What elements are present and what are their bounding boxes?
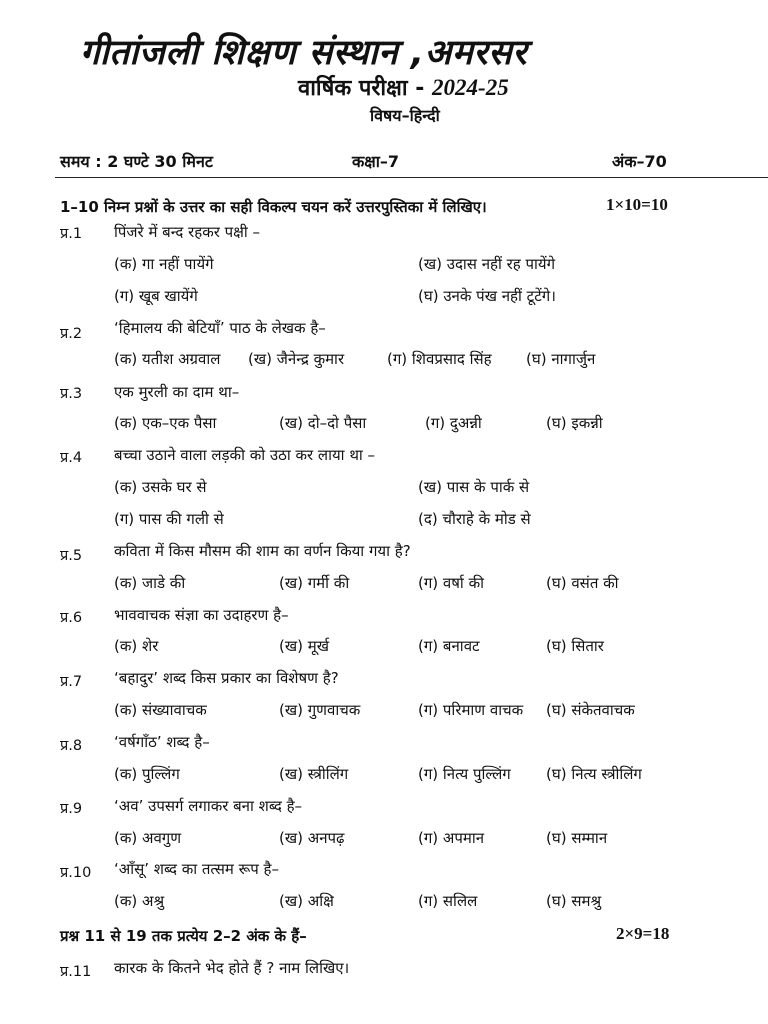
option-gha: (घ) नागार्जुन xyxy=(526,350,596,368)
question-number: प्र.3 xyxy=(60,386,83,402)
question-number: प्र.5 xyxy=(60,548,83,564)
option-gha: (घ) वसंत की xyxy=(546,574,619,592)
question-text: ‘अव’ उपसर्ग लगाकर बना शब्द है– xyxy=(114,797,303,815)
question-text: भाववाचक संज्ञा का उदाहरण है– xyxy=(114,606,289,624)
option-ka: (क) यतीश अग्रवाल xyxy=(114,350,221,368)
question-text: बच्चा उठाने वाला लड़की को उठा कर लाया था – xyxy=(114,446,376,464)
option-ga: (ग) खूब खायेंगे xyxy=(114,287,198,305)
option-kha: (ख) गुणवाचक xyxy=(279,701,361,719)
question-text: एक मुरली का दाम था– xyxy=(114,383,240,401)
section2-marks: 2×9=18 xyxy=(616,924,670,943)
option-ga: (ग) पास की गली से xyxy=(114,510,224,528)
option-ka: (क) शेर xyxy=(114,637,159,655)
header-divider xyxy=(55,177,768,178)
question-number: प्र.8 xyxy=(60,738,83,754)
option-gha: (घ) समश्रु xyxy=(546,892,602,910)
option-ka: (क) पुल्लिंग xyxy=(114,765,180,783)
option-ga: (ग) सलिल xyxy=(418,892,478,910)
class-label: कक्षा–7 xyxy=(352,152,400,171)
question-text: पिंजरे में बन्द रहकर पक्षी – xyxy=(114,223,261,241)
option-gha: (घ) सितार xyxy=(546,637,604,655)
question-text: ‘बहादुर’ शब्द किस प्रकार का विशेषण है? xyxy=(114,669,339,687)
option-da: (द) चौराहे के मोड से xyxy=(418,510,531,528)
option-ka: (क) एक–एक पैसा xyxy=(114,414,217,432)
option-kha: (ख) अक्षि xyxy=(279,892,334,910)
question-number: प्र.11 xyxy=(60,964,92,980)
option-ga: (ग) अपमान xyxy=(418,829,485,847)
option-gha: (घ) इकन्नी xyxy=(546,414,603,432)
option-kha: (ख) पास के पार्क से xyxy=(418,478,530,496)
subject-label: विषय–हिन्दी xyxy=(370,106,440,125)
option-kha: (ख) उदास नहीं रह पायेंगे xyxy=(418,255,556,273)
section1-instruction: 1–10 निम्न प्रश्नों के उत्तर का सही विकल्प चयन करें उत्तरपुस्तिका में लिखिए। xyxy=(60,198,487,216)
exam-title xyxy=(298,72,509,102)
institute-title: गीतांजली शिक्षण संस्थान ,अमरसर xyxy=(80,33,528,73)
option-kha: (ख) गर्मी की xyxy=(279,574,350,592)
option-ka: (क) गा नहीं पायेंगे xyxy=(114,255,214,273)
option-ga: (ग) बनावट xyxy=(418,637,480,655)
option-ga: (ग) परिमाण वाचक xyxy=(418,701,524,719)
question-number: प्र.2 xyxy=(60,326,83,342)
option-ga: (ग) दुअन्नी xyxy=(425,414,482,432)
exam-name: वार्षिक परीक्षा - xyxy=(298,76,425,101)
option-gha: (घ) उनके पंख नहीं टूटेंगे। xyxy=(418,287,556,305)
option-ka: (क) संख्यावाचक xyxy=(114,701,207,719)
question-number: प्र.4 xyxy=(60,450,83,466)
exam-year: 2024-25 xyxy=(432,75,509,100)
marks-label: अंक–70 xyxy=(612,152,667,171)
option-ga: (ग) वर्षा की xyxy=(418,574,484,592)
option-ga: (ग) नित्य पुल्लिंग xyxy=(418,765,511,783)
option-gha: (घ) संकेतवाचक xyxy=(546,701,635,719)
question-text: कविता में किस मौसम की शाम का वर्णन किया गया है? xyxy=(114,542,411,560)
question-text: ‘हिमालय की बेटियाँ’ पाठ के लेखक है– xyxy=(114,319,326,337)
question-number: प्र.6 xyxy=(60,610,83,626)
option-gha: (घ) सम्मान xyxy=(546,829,608,847)
option-gha: (घ) नित्य स्त्रीलिंग xyxy=(546,765,642,783)
option-kha: (ख) दो–दो पैसा xyxy=(279,414,367,432)
option-kha: (ख) स्त्रीलिंग xyxy=(279,765,349,783)
question-text: कारक के कितने भेद होते हैं ? नाम लिखिए। xyxy=(114,959,350,977)
question-number: प्र.7 xyxy=(60,674,83,690)
option-kha: (ख) मूर्ख xyxy=(279,637,329,655)
option-kha: (ख) अनपढ़ xyxy=(279,829,345,847)
question-number: प्र.10 xyxy=(60,865,92,881)
option-ga: (ग) शिवप्रसाद सिंह xyxy=(387,350,492,368)
question-text: ‘आँसू’ शब्द का तत्सम रूप है– xyxy=(114,860,280,878)
question-number: प्र.9 xyxy=(60,801,83,817)
option-ka: (क) जाडे की xyxy=(114,574,186,592)
option-ka: (क) अश्रु xyxy=(114,892,165,910)
question-number: प्र.1 xyxy=(60,226,83,242)
option-kha: (ख) जैनेन्द्र कुमार xyxy=(248,350,345,368)
section2-instruction: प्रश्न 11 से 19 तक प्रत्येय 2–2 अंक के हैं– xyxy=(60,927,307,945)
question-text: ‘वर्षगाँठ’ शब्द है– xyxy=(114,733,210,751)
section1-marks: 1×10=10 xyxy=(606,195,668,214)
time-label: समय : 2 घण्टे 30 मिनट xyxy=(60,152,213,171)
option-ka: (क) अवगुण xyxy=(114,829,182,847)
option-ka: (क) उसके घर से xyxy=(114,478,207,496)
